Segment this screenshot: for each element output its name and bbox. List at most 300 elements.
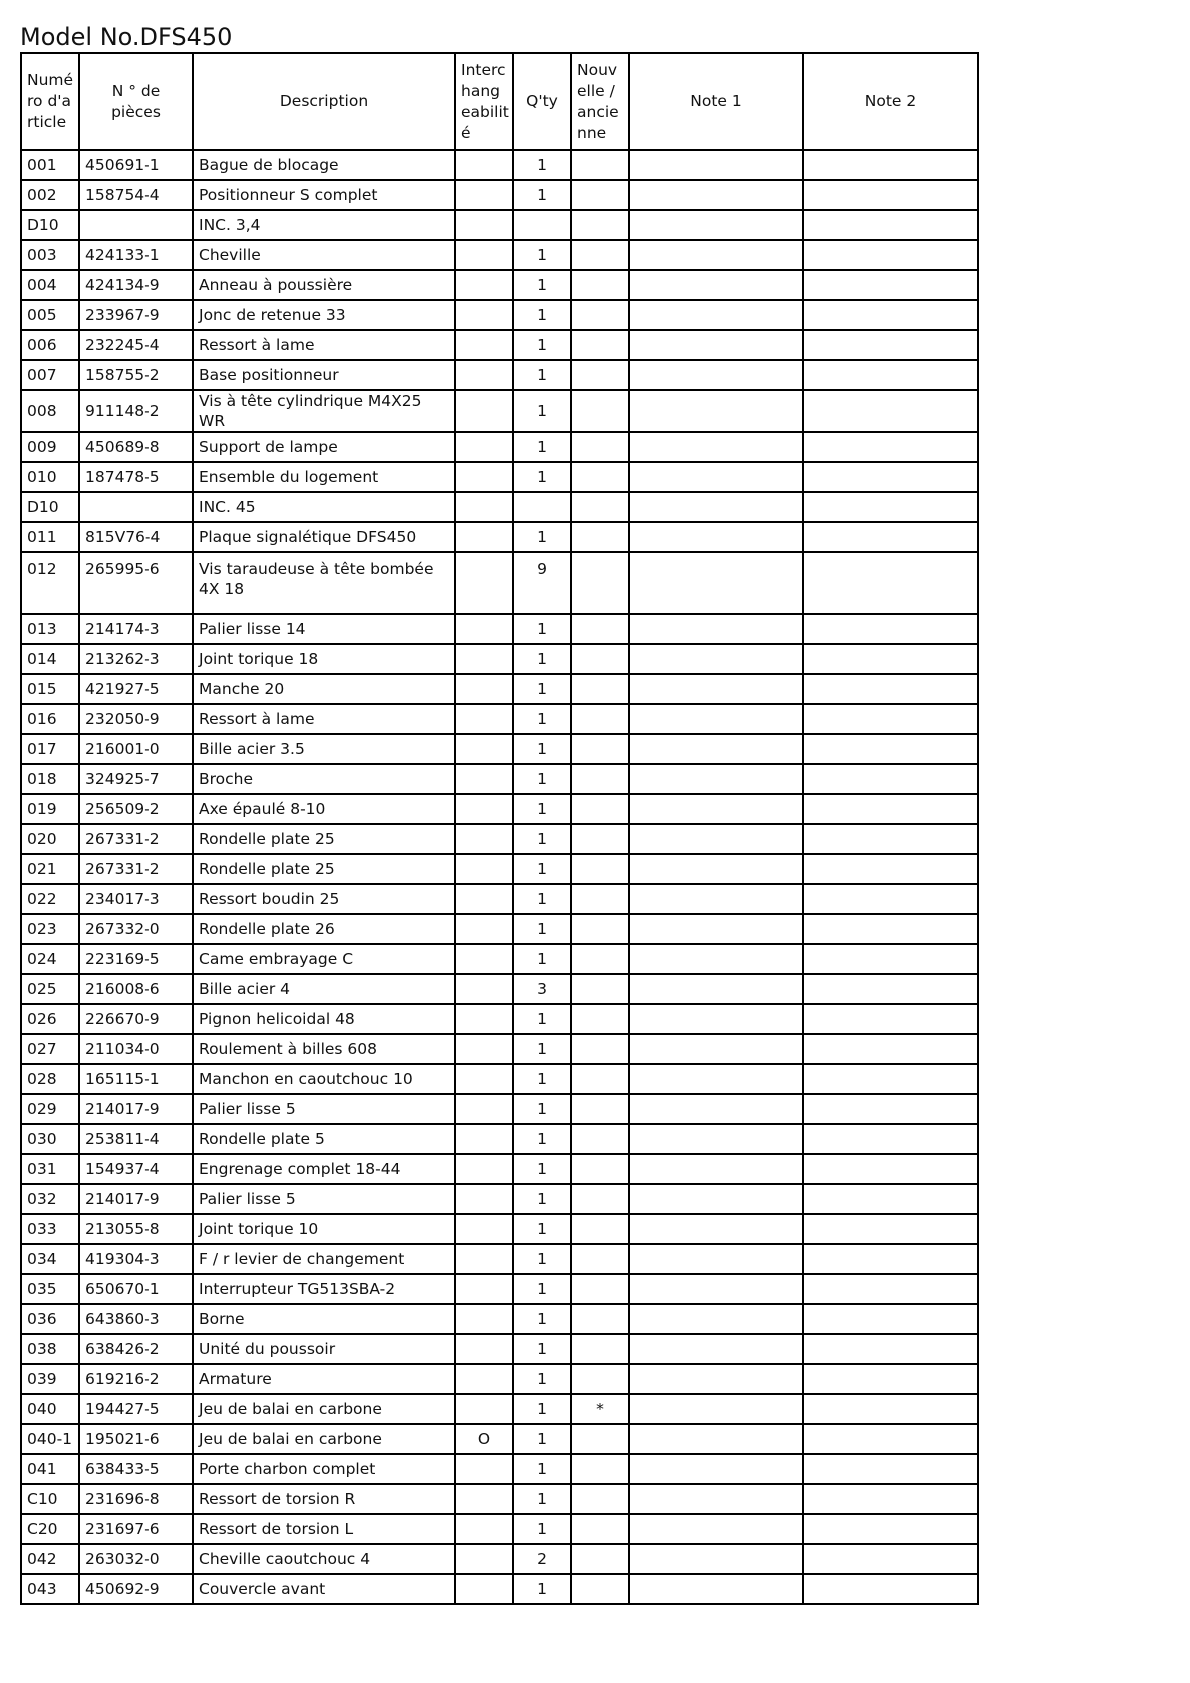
table-row — [21, 1214, 978, 1244]
cell-description: Came embrayage C — [193, 944, 455, 974]
cell-item-number: 042 — [21, 1544, 79, 1574]
cell-part-number: 638433-5 — [79, 1454, 193, 1484]
cell-note-2 — [803, 330, 978, 360]
cell-description: Porte charbon complet — [193, 1454, 455, 1484]
cell-note-1 — [629, 884, 803, 914]
cell-part-number: 643860-3 — [79, 1304, 193, 1334]
cell-part-number: 214017-9 — [79, 1184, 193, 1214]
cell-quantity: 1 — [513, 1064, 571, 1094]
cell-interchangeability — [455, 824, 513, 854]
cell-interchangeability — [455, 1064, 513, 1094]
cell-interchangeability — [455, 150, 513, 180]
cell-part-number: 158754-4 — [79, 180, 193, 210]
cell-part-number: 214017-9 — [79, 1094, 193, 1124]
parts-table — [20, 52, 979, 1605]
cell-quantity: 2 — [513, 1544, 571, 1574]
cell-new-old — [571, 300, 629, 330]
cell-item-number: 014 — [21, 644, 79, 674]
header-quantity: Q'ty — [513, 53, 571, 150]
table-row — [21, 330, 978, 360]
cell-description: Rondelle plate 25 — [193, 824, 455, 854]
table-row — [21, 1034, 978, 1064]
cell-new-old — [571, 1334, 629, 1364]
cell-note-1 — [629, 1394, 803, 1424]
cell-note-2 — [803, 1184, 978, 1214]
cell-description: Bague de blocage — [193, 150, 455, 180]
cell-note-1 — [629, 1274, 803, 1304]
cell-part-number: 450689-8 — [79, 432, 193, 462]
cell-note-1 — [629, 1094, 803, 1124]
cell-new-old — [571, 1094, 629, 1124]
cell-description: Axe épaulé 8-10 — [193, 794, 455, 824]
cell-note-1 — [629, 704, 803, 734]
cell-new-old — [571, 1184, 629, 1214]
cell-note-1 — [629, 240, 803, 270]
table-row — [21, 522, 978, 552]
cell-quantity: 3 — [513, 974, 571, 1004]
cell-quantity: 1 — [513, 1094, 571, 1124]
cell-item-number: C20 — [21, 1514, 79, 1544]
cell-interchangeability — [455, 734, 513, 764]
cell-description: INC. 3,4 — [193, 210, 455, 240]
cell-description: Palier lisse 5 — [193, 1184, 455, 1214]
cell-description: Bille acier 4 — [193, 974, 455, 1004]
table-row — [21, 1514, 978, 1544]
cell-item-number: 028 — [21, 1064, 79, 1094]
cell-part-number: 232245-4 — [79, 330, 193, 360]
cell-new-old — [571, 552, 629, 614]
table-row — [21, 390, 978, 432]
cell-part-number: 650670-1 — [79, 1274, 193, 1304]
cell-note-1 — [629, 1454, 803, 1484]
cell-note-1 — [629, 1244, 803, 1274]
table-row — [21, 1274, 978, 1304]
cell-new-old: * — [571, 1394, 629, 1424]
cell-interchangeability — [455, 704, 513, 734]
table-row — [21, 974, 978, 1004]
cell-part-number: 223169-5 — [79, 944, 193, 974]
header-interchangeability: Interc hang eabilit é — [455, 53, 513, 150]
cell-item-number: 011 — [21, 522, 79, 552]
cell-new-old — [571, 462, 629, 492]
cell-quantity: 1 — [513, 734, 571, 764]
cell-interchangeability — [455, 1274, 513, 1304]
cell-note-2 — [803, 974, 978, 1004]
cell-new-old — [571, 914, 629, 944]
cell-item-number: 023 — [21, 914, 79, 944]
cell-item-number: 012 — [21, 552, 79, 614]
cell-interchangeability — [455, 644, 513, 674]
cell-note-1 — [629, 180, 803, 210]
cell-note-1 — [629, 1484, 803, 1514]
cell-note-2 — [803, 704, 978, 734]
cell-interchangeability — [455, 552, 513, 614]
cell-description: Interrupteur TG513SBA-2 — [193, 1274, 455, 1304]
cell-quantity: 1 — [513, 300, 571, 330]
cell-part-number: 263032-0 — [79, 1544, 193, 1574]
cell-description: Ressort de torsion L — [193, 1514, 455, 1544]
table-row — [21, 1184, 978, 1214]
cell-new-old — [571, 1574, 629, 1604]
cell-new-old — [571, 644, 629, 674]
header-note-1: Note 1 — [629, 53, 803, 150]
cell-note-1 — [629, 1364, 803, 1394]
table-row — [21, 1094, 978, 1124]
cell-note-2 — [803, 1514, 978, 1544]
cell-description: F / r levier de changement — [193, 1244, 455, 1274]
cell-description: Manchon en caoutchouc 10 — [193, 1064, 455, 1094]
table-row — [21, 674, 978, 704]
cell-note-2 — [803, 1424, 978, 1454]
header-note-2: Note 2 — [803, 53, 978, 150]
cell-note-2 — [803, 522, 978, 552]
cell-part-number: 450692-9 — [79, 1574, 193, 1604]
cell-interchangeability — [455, 794, 513, 824]
cell-note-1 — [629, 854, 803, 884]
cell-item-number: 033 — [21, 1214, 79, 1244]
cell-item-number: 005 — [21, 300, 79, 330]
cell-note-2 — [803, 360, 978, 390]
table-row — [21, 884, 978, 914]
cell-item-number: 017 — [21, 734, 79, 764]
cell-part-number: 158755-2 — [79, 360, 193, 390]
cell-new-old — [571, 360, 629, 390]
cell-quantity: 1 — [513, 794, 571, 824]
cell-note-1 — [629, 432, 803, 462]
cell-new-old — [571, 824, 629, 854]
cell-interchangeability — [455, 914, 513, 944]
cell-new-old — [571, 884, 629, 914]
cell-note-2 — [803, 1064, 978, 1094]
cell-quantity: 1 — [513, 914, 571, 944]
cell-interchangeability — [455, 462, 513, 492]
cell-note-1 — [629, 1304, 803, 1334]
table-row — [21, 794, 978, 824]
table-row — [21, 1334, 978, 1364]
cell-quantity: 1 — [513, 270, 571, 300]
cell-new-old — [571, 764, 629, 794]
cell-interchangeability — [455, 1454, 513, 1484]
cell-item-number: 001 — [21, 150, 79, 180]
cell-note-2 — [803, 1544, 978, 1574]
cell-quantity: 1 — [513, 1394, 571, 1424]
cell-note-1 — [629, 360, 803, 390]
cell-quantity: 1 — [513, 1004, 571, 1034]
cell-item-number: 003 — [21, 240, 79, 270]
cell-interchangeability — [455, 1244, 513, 1274]
cell-part-number: 233967-9 — [79, 300, 193, 330]
cell-item-number: 015 — [21, 674, 79, 704]
cell-new-old — [571, 1154, 629, 1184]
cell-note-2 — [803, 552, 978, 614]
cell-part-number: 216008-6 — [79, 974, 193, 1004]
table-row — [21, 1454, 978, 1484]
cell-quantity: 1 — [513, 704, 571, 734]
table-row — [21, 492, 978, 522]
cell-description: Ressort à lame — [193, 330, 455, 360]
cell-quantity: 1 — [513, 1334, 571, 1364]
cell-new-old — [571, 492, 629, 522]
cell-quantity: 1 — [513, 180, 571, 210]
cell-note-1 — [629, 1424, 803, 1454]
header-new-old: Nouv elle / ancie nne — [571, 53, 629, 150]
table-row — [21, 552, 978, 614]
cell-part-number: 267332-0 — [79, 914, 193, 944]
cell-description: Plaque signalétique DFS450 — [193, 522, 455, 552]
cell-part-number: 265995-6 — [79, 552, 193, 614]
table-row — [21, 240, 978, 270]
cell-description: Bille acier 3.5 — [193, 734, 455, 764]
cell-quantity: 1 — [513, 360, 571, 390]
page-title: Model No.DFS450 — [20, 23, 233, 51]
cell-description: Palier lisse 5 — [193, 1094, 455, 1124]
cell-part-number — [79, 492, 193, 522]
cell-item-number: 039 — [21, 1364, 79, 1394]
cell-part-number — [79, 210, 193, 240]
cell-note-2 — [803, 644, 978, 674]
cell-new-old — [571, 1244, 629, 1274]
cell-note-2 — [803, 734, 978, 764]
cell-part-number: 638426-2 — [79, 1334, 193, 1364]
table-row — [21, 1424, 978, 1454]
cell-new-old — [571, 704, 629, 734]
cell-interchangeability — [455, 614, 513, 644]
cell-new-old — [571, 240, 629, 270]
cell-note-2 — [803, 1334, 978, 1364]
cell-note-2 — [803, 492, 978, 522]
cell-interchangeability — [455, 1334, 513, 1364]
cell-description: Vis taraudeuse à tête bombée 4X 18 — [193, 552, 455, 614]
cell-note-1 — [629, 150, 803, 180]
cell-note-2 — [803, 764, 978, 794]
cell-note-1 — [629, 552, 803, 614]
cell-part-number: 213055-8 — [79, 1214, 193, 1244]
cell-new-old — [571, 210, 629, 240]
cell-item-number: 009 — [21, 432, 79, 462]
cell-interchangeability — [455, 492, 513, 522]
cell-quantity: 9 — [513, 552, 571, 614]
cell-item-number: 043 — [21, 1574, 79, 1604]
cell-part-number: 424134-9 — [79, 270, 193, 300]
cell-note-2 — [803, 180, 978, 210]
cell-new-old — [571, 614, 629, 644]
cell-part-number: 194427-5 — [79, 1394, 193, 1424]
cell-part-number: 216001-0 — [79, 734, 193, 764]
cell-item-number: 040-1 — [21, 1424, 79, 1454]
cell-description: Vis à tête cylindrique M4X25 WR — [193, 390, 455, 432]
cell-description: Armature — [193, 1364, 455, 1394]
cell-note-1 — [629, 1154, 803, 1184]
cell-note-2 — [803, 150, 978, 180]
cell-interchangeability — [455, 884, 513, 914]
cell-new-old — [571, 1454, 629, 1484]
cell-description: Engrenage complet 18-44 — [193, 1154, 455, 1184]
cell-description: Roulement à billes 608 — [193, 1034, 455, 1064]
cell-quantity: 1 — [513, 1274, 571, 1304]
table-row — [21, 210, 978, 240]
cell-part-number: 253811-4 — [79, 1124, 193, 1154]
cell-item-number: D10 — [21, 492, 79, 522]
cell-quantity: 1 — [513, 240, 571, 270]
cell-note-2 — [803, 944, 978, 974]
cell-item-number: 018 — [21, 764, 79, 794]
cell-quantity: 1 — [513, 1154, 571, 1184]
cell-interchangeability — [455, 854, 513, 884]
cell-new-old — [571, 1364, 629, 1394]
cell-new-old — [571, 1544, 629, 1574]
cell-description: Rondelle plate 5 — [193, 1124, 455, 1154]
cell-interchangeability — [455, 180, 513, 210]
cell-interchangeability — [455, 210, 513, 240]
cell-part-number: 195021-6 — [79, 1424, 193, 1454]
cell-item-number: 024 — [21, 944, 79, 974]
cell-quantity: 1 — [513, 824, 571, 854]
cell-note-2 — [803, 674, 978, 704]
cell-interchangeability — [455, 674, 513, 704]
cell-part-number: 226670-9 — [79, 1004, 193, 1034]
cell-description: Joint torique 18 — [193, 644, 455, 674]
cell-description: Borne — [193, 1304, 455, 1334]
cell-quantity: 1 — [513, 1304, 571, 1334]
cell-part-number: 234017-3 — [79, 884, 193, 914]
table-row — [21, 1304, 978, 1334]
table-row — [21, 914, 978, 944]
cell-description: Cheville — [193, 240, 455, 270]
cell-item-number: 031 — [21, 1154, 79, 1184]
cell-new-old — [571, 1004, 629, 1034]
cell-note-1 — [629, 300, 803, 330]
cell-description: Joint torique 10 — [193, 1214, 455, 1244]
cell-note-1 — [629, 330, 803, 360]
cell-quantity: 1 — [513, 644, 571, 674]
cell-description: Jeu de balai en carbone — [193, 1424, 455, 1454]
cell-new-old — [571, 1274, 629, 1304]
cell-new-old — [571, 944, 629, 974]
cell-description: Ensemble du logement — [193, 462, 455, 492]
cell-note-2 — [803, 1094, 978, 1124]
cell-description: Support de lampe — [193, 432, 455, 462]
cell-part-number: 267331-2 — [79, 854, 193, 884]
table-row — [21, 1484, 978, 1514]
cell-interchangeability — [455, 1184, 513, 1214]
cell-quantity: 1 — [513, 1514, 571, 1544]
cell-part-number: 211034-0 — [79, 1034, 193, 1064]
cell-note-1 — [629, 210, 803, 240]
table-row — [21, 944, 978, 974]
cell-new-old — [571, 674, 629, 704]
cell-new-old — [571, 1424, 629, 1454]
cell-interchangeability — [455, 270, 513, 300]
cell-note-2 — [803, 1454, 978, 1484]
cell-part-number: 231696-8 — [79, 1484, 193, 1514]
cell-item-number: 016 — [21, 704, 79, 734]
cell-new-old — [571, 1064, 629, 1094]
table-row — [21, 1004, 978, 1034]
cell-note-1 — [629, 944, 803, 974]
cell-new-old — [571, 1214, 629, 1244]
table-row — [21, 734, 978, 764]
cell-note-2 — [803, 824, 978, 854]
cell-quantity: 1 — [513, 614, 571, 644]
cell-item-number: 006 — [21, 330, 79, 360]
cell-item-number: 035 — [21, 1274, 79, 1304]
cell-item-number: 020 — [21, 824, 79, 854]
cell-item-number: 040 — [21, 1394, 79, 1424]
table-row — [21, 1364, 978, 1394]
cell-note-2 — [803, 240, 978, 270]
cell-new-old — [571, 1304, 629, 1334]
cell-note-2 — [803, 432, 978, 462]
table-row — [21, 360, 978, 390]
table-row — [21, 300, 978, 330]
cell-note-1 — [629, 1064, 803, 1094]
cell-interchangeability — [455, 300, 513, 330]
cell-note-2 — [803, 1304, 978, 1334]
cell-note-2 — [803, 1244, 978, 1274]
cell-description: Pignon helicoidal 48 — [193, 1004, 455, 1034]
cell-item-number: 032 — [21, 1184, 79, 1214]
cell-interchangeability — [455, 1574, 513, 1604]
cell-item-number: 041 — [21, 1454, 79, 1484]
cell-note-1 — [629, 674, 803, 704]
cell-item-number: 013 — [21, 614, 79, 644]
cell-note-2 — [803, 1154, 978, 1184]
cell-description: Manche 20 — [193, 674, 455, 704]
cell-new-old — [571, 432, 629, 462]
cell-note-1 — [629, 1034, 803, 1064]
cell-item-number: 038 — [21, 1334, 79, 1364]
cell-part-number: 424133-1 — [79, 240, 193, 270]
cell-quantity: 1 — [513, 1424, 571, 1454]
table-row — [21, 824, 978, 854]
cell-quantity: 1 — [513, 674, 571, 704]
cell-item-number: 036 — [21, 1304, 79, 1334]
cell-note-1 — [629, 1184, 803, 1214]
cell-item-number: 029 — [21, 1094, 79, 1124]
cell-quantity: 1 — [513, 764, 571, 794]
cell-note-1 — [629, 390, 803, 432]
cell-interchangeability — [455, 1514, 513, 1544]
cell-note-1 — [629, 1514, 803, 1544]
table-row — [21, 462, 978, 492]
cell-new-old — [571, 270, 629, 300]
cell-interchangeability — [455, 1154, 513, 1184]
table-row — [21, 704, 978, 734]
cell-description: Ressort à lame — [193, 704, 455, 734]
cell-note-1 — [629, 492, 803, 522]
cell-note-1 — [629, 734, 803, 764]
cell-item-number: 030 — [21, 1124, 79, 1154]
cell-interchangeability — [455, 330, 513, 360]
cell-part-number: 324925-7 — [79, 764, 193, 794]
cell-description: Ressort boudin 25 — [193, 884, 455, 914]
table-row — [21, 1124, 978, 1154]
cell-description: Cheville caoutchouc 4 — [193, 1544, 455, 1574]
cell-note-1 — [629, 974, 803, 1004]
cell-part-number: 619216-2 — [79, 1364, 193, 1394]
cell-note-2 — [803, 1364, 978, 1394]
cell-new-old — [571, 794, 629, 824]
cell-note-1 — [629, 824, 803, 854]
cell-part-number: 232050-9 — [79, 704, 193, 734]
cell-new-old — [571, 390, 629, 432]
cell-note-2 — [803, 300, 978, 330]
table-row — [21, 1394, 978, 1424]
parts-table-body — [21, 150, 978, 1604]
cell-note-2 — [803, 462, 978, 492]
cell-quantity: 1 — [513, 432, 571, 462]
cell-quantity: 1 — [513, 854, 571, 884]
